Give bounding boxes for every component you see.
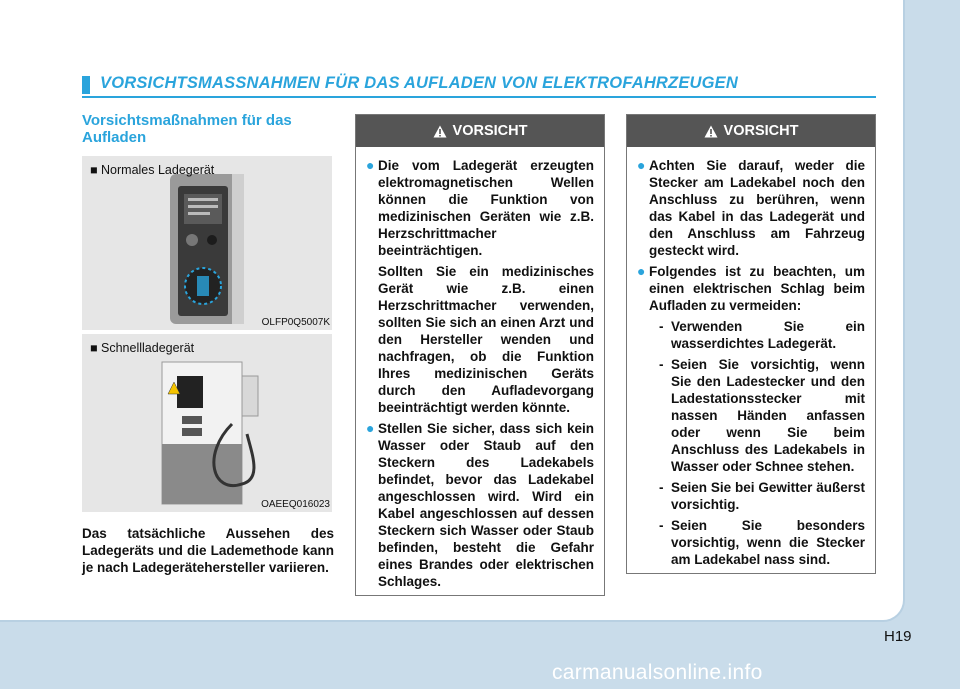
caution-item-paragraph: Sollten Sie ein medizinisches Gerät wie z.B. einen Herzschrittmacher verwenden, sollten Sie sich an einen Arzt und den Hersteller wenden und nachfragen, ob die Funktion Ihres medizinischen Geräts durch den Aufladevorgang beeinträchtigt werden könnte.: [378, 264, 594, 415]
caution-item-text: Stellen Sie sicher, dass sich kein Wasser oder Staub auf den Steckern des Ladekabels befindet, bevor das Ladekabel angeschlossen wird. Wird ein Kabel angeschlossen auf dessen Steckern sich Wasser oder Staub befinden, besteht die Gefahr eines Brandes oder elektrischen Schlages.: [378, 421, 594, 589]
caution-item: [637, 157, 865, 259]
caution-box-1-header: [356, 115, 604, 147]
caution-sub-item-text: Verwenden Sie ein wasserdichtes Ladegerät.: [671, 319, 865, 351]
caution-box-1: [355, 114, 605, 596]
header-underline: [82, 96, 876, 98]
watermark-text: carmanualsonline.info: [552, 661, 763, 684]
bullet-dot-icon: ●: [637, 157, 646, 173]
caution-item: [637, 263, 865, 568]
caution-sub-item: - Seien Sie vorsichtig, wenn Sie den Ladestecker und den Ladestationsstecker mit nassen Händen anfassen oder wenn Sie beim Anschluss des Ladekabels in Wasser oder Schnee stehen.: [659, 357, 865, 474]
bullet-dot-icon: ●: [366, 157, 375, 173]
photo-caption-normal: ■ Normales Ladegerät: [90, 163, 215, 177]
subsection-title: Vorsichtsmaßnahmen für das Aufladen: [82, 112, 292, 146]
photo-fast-charger: [82, 334, 332, 512]
appearance-note: Das tatsächliche Aussehen des Ladegeräts und die Lademethode kann je nach Ladegerätehersteller variieren.: [82, 526, 334, 575]
caution-sub-item: - Seien Sie bei Gewitter äußerst vorsichtig.: [659, 480, 865, 512]
caution-box-2-header: [627, 115, 875, 147]
photo-code-fast: OAEEQ016023: [261, 499, 330, 510]
caution-item-text: Folgendes ist zu beachten, um einen elektrischen Schlag beim Aufladen zu vermeiden:: [649, 264, 865, 313]
caution-box-2: [626, 114, 876, 574]
section-header-title: VORSICHTSMASSNAHMEN FÜR DAS AUFLADEN VON ELEKTROFAHRZEUGEN: [100, 74, 739, 92]
caution-item: [366, 420, 594, 590]
normal-charger-illustration: [82, 156, 332, 330]
page-number: H19: [884, 628, 912, 645]
photo-code-normal: OLFP0Q5007K: [261, 317, 330, 328]
bullet-dot-icon: ●: [366, 420, 375, 436]
warning-triangle-icon: [704, 125, 718, 138]
caution-sub-item-text: Seien Sie besonders vorsichtig, wenn die Stecker am Ladekabel nass sind.: [671, 518, 865, 567]
caution-item-text: Achten Sie darauf, weder die Stecker am Ladekabel noch den Anschluss zu berühren, wenn das Kabel in das Ladegerät und den Anschluss am Fahrzeug gesteckt wird.: [649, 158, 865, 258]
caution-sub-item: - Seien Sie besonders vorsichtig, wenn die Stecker am Ladekabel nass sind.: [659, 518, 865, 567]
bullet-dot-icon: ●: [637, 263, 646, 279]
warning-triangle-icon: [433, 125, 447, 138]
caution-sub-item-text: Seien Sie vorsichtig, wenn Sie den Ladestecker und den Ladestationsstecker mit nassen Händen anfassen oder wenn Sie beim Anschluss des Ladekabels in Wasser oder Schnee stehen.: [671, 357, 865, 474]
caution-item-text: Die vom Ladegerät erzeugten elektromagnetischen Wellen können die Funktion von medizinischen Geräten wie z.B. Herzschrittmacher beeinträchtigen.: [378, 158, 594, 258]
photo-caption-fast: ■ Schnellladegerät: [90, 341, 195, 355]
caution-box-2-heading: VORSICHT: [723, 123, 799, 139]
photo-normal-charger: [82, 156, 332, 330]
caution-sub-item: - Verwenden Sie ein wasserdichtes Ladegerät.: [659, 319, 865, 351]
fast-charger-illustration: [82, 334, 332, 512]
caution-item: [366, 157, 594, 416]
caution-sub-item-text: Seien Sie bei Gewitter äußerst vorsichtig.: [671, 480, 865, 512]
caution-box-1-heading: VORSICHT: [452, 123, 528, 139]
header-accent-bar: [82, 76, 90, 94]
